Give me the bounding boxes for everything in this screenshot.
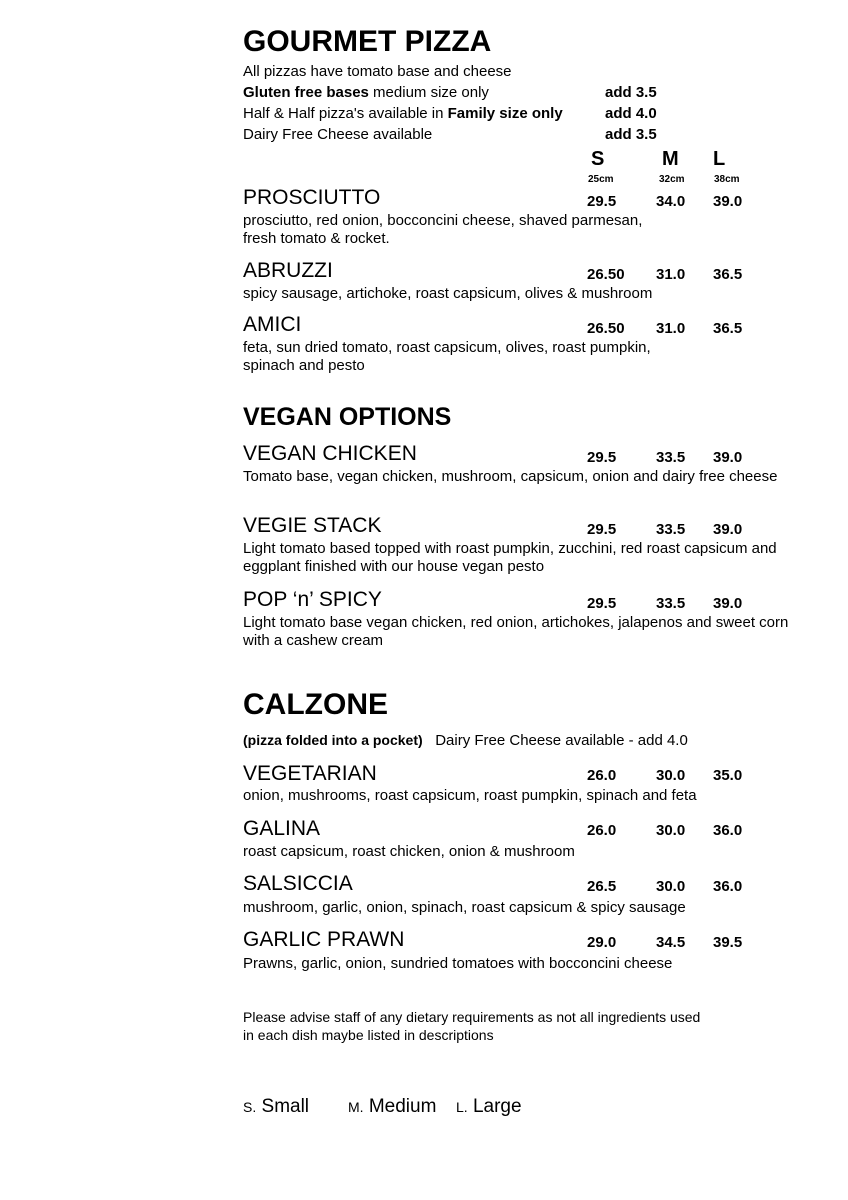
size-m-cm: 32cm <box>659 174 685 185</box>
size-key-small: S. Small <box>243 1096 310 1117</box>
price-small: 26.50 <box>587 266 625 283</box>
size-s-header: S <box>591 148 605 170</box>
dietary-disclaimer: Please advise staff of any dietary requirements as not all ingredients used in each dish maybe listed in descriptions <box>243 1009 701 1043</box>
price-medium: 30.0 <box>656 878 686 895</box>
price-small: 29.5 <box>587 449 617 466</box>
note-dairy-free: Dairy Free Cheese available <box>243 126 433 143</box>
add-dairy-free: add 3.5 <box>605 126 657 143</box>
menu-item-name: VEGETARIAN <box>243 762 377 785</box>
note-half-half: Half & Half pizza's available in Family size only <box>243 105 563 122</box>
price-medium: 31.0 <box>656 320 686 337</box>
add-half-half: add 4.0 <box>605 105 657 122</box>
menu-item-description: roast capsicum, roast chicken, onion & mushroom <box>243 843 575 860</box>
gourmet-title: GOURMET PIZZA <box>243 25 492 58</box>
size-s-cm: 25cm <box>588 174 614 185</box>
menu-item-name: GARLIC PRAWN <box>243 928 405 951</box>
menu-item-description: Light tomato base vegan chicken, red onion, artichokes, jalapenos and sweet corn with a cashew cream <box>243 614 789 649</box>
menu-item-name: AMICI <box>243 313 302 336</box>
menu-item-name: SALSICCIA <box>243 872 353 895</box>
price-medium: 34.5 <box>656 934 686 951</box>
menu-item-name: VEGAN CHICKEN <box>243 442 417 465</box>
price-large: 36.5 <box>713 320 743 337</box>
menu-item-description: spicy sausage, artichoke, roast capsicum, olives & mushroom <box>243 285 653 302</box>
price-small: 29.5 <box>587 595 617 612</box>
vegan-title: VEGAN OPTIONS <box>243 403 452 431</box>
price-small: 29.0 <box>587 934 617 951</box>
menu-item-name: ABRUZZI <box>243 259 333 282</box>
menu-item-description: onion, mushrooms, roast capsicum, roast pumpkin, spinach and feta <box>243 787 697 804</box>
price-large: 39.0 <box>713 521 743 538</box>
size-key-medium: M. Medium <box>348 1096 437 1117</box>
price-large: 36.0 <box>713 822 743 839</box>
calzone-subtitle: (pizza folded into a pocket) Dairy Free Cheese available - add 4.0 <box>243 732 688 749</box>
price-medium: 33.5 <box>656 595 686 612</box>
price-medium: 31.0 <box>656 266 686 283</box>
note-gluten-free: Gluten free bases medium size only <box>243 84 489 101</box>
price-large: 39.5 <box>713 934 743 951</box>
price-large: 36.5 <box>713 266 743 283</box>
price-small: 26.50 <box>587 320 625 337</box>
price-large: 35.0 <box>713 767 743 784</box>
menu-item-name: PROSCIUTTO <box>243 186 381 209</box>
add-gluten-free: add 3.5 <box>605 84 657 101</box>
menu-item-name: GALINA <box>243 817 321 840</box>
price-small: 29.5 <box>587 193 617 210</box>
price-medium: 34.0 <box>656 193 686 210</box>
price-medium: 30.0 <box>656 822 686 839</box>
price-small: 26.0 <box>587 767 617 784</box>
price-large: 36.0 <box>713 878 743 895</box>
price-large: 39.0 <box>713 595 743 612</box>
menu-item-description: feta, sun dried tomato, roast capsicum, olives, roast pumpkin, spinach and pesto <box>243 339 651 374</box>
menu-item-name: POP ‘n’ SPICY <box>243 588 382 611</box>
menu-item-description: Tomato base, vegan chicken, mushroom, capsicum, onion and dairy free cheese <box>243 468 778 485</box>
price-medium: 33.5 <box>656 449 686 466</box>
note-tomato-base: All pizzas have tomato base and cheese <box>243 63 512 80</box>
price-small: 26.0 <box>587 822 617 839</box>
menu-item-description: prosciutto, red onion, bocconcini cheese, shaved parmesan, fresh tomato & rocket. <box>243 212 643 247</box>
menu-item-description: Prawns, garlic, onion, sundried tomatoes with bocconcini cheese <box>243 955 673 972</box>
menu-item-description: mushroom, garlic, onion, spinach, roast capsicum & spicy sausage <box>243 899 686 916</box>
menu-item-description: Light tomato based topped with roast pumpkin, zucchini, red roast capsicum and eggplant finished with our house vegan pesto <box>243 540 777 575</box>
size-key-large: L. Large <box>456 1096 522 1117</box>
price-large: 39.0 <box>713 193 743 210</box>
price-medium: 30.0 <box>656 767 686 784</box>
menu-item-name: VEGIE STACK <box>243 514 382 537</box>
price-small: 26.5 <box>587 878 617 895</box>
price-small: 29.5 <box>587 521 617 538</box>
price-large: 39.0 <box>713 449 743 466</box>
calzone-title: CALZONE <box>243 688 388 721</box>
size-m-header: M <box>662 148 679 170</box>
size-l-cm: 38cm <box>714 174 740 185</box>
price-medium: 33.5 <box>656 521 686 538</box>
size-l-header: L <box>713 148 726 170</box>
